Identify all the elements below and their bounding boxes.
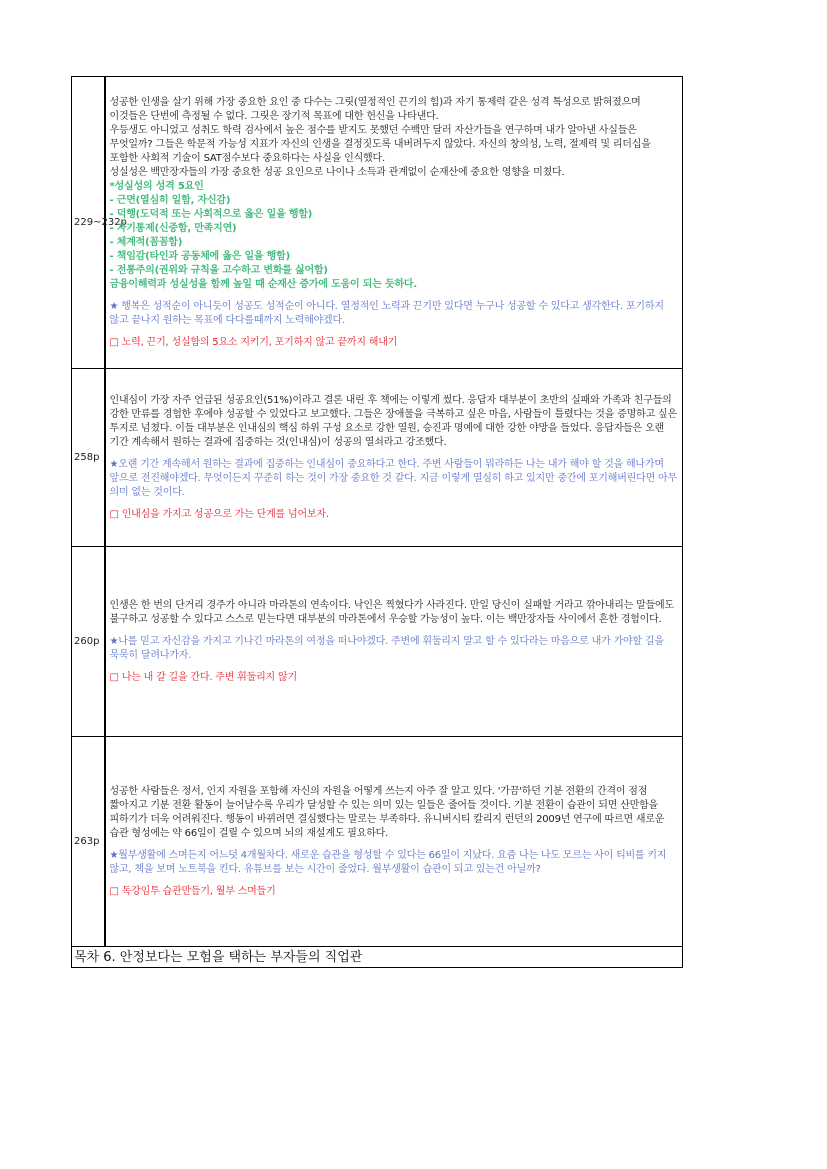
notes-sheet [71, 76, 682, 968]
summary-text: 성공한 사람들은 정서, 인지 자원을 포함해 자신의 자원을 어떻게 쓰는지 아주 잘 알고 있다. '가끔'하던 기분 전환의 간격이 점점 짧아지고 기분 전환 활동이 늘어날수록 우리가 달성할 수 있는 의미 있는 일들은 줄어들 것이다. 기분 전환이 습관이 되면 산만함을 피하기가 더욱 어려워진다. 행동이 바뀌려면 결심했다는 말로는 부족하다. 유니버시티 칼리지 런던의 2009년 연구에 따르면 새로운 습관 형성에는 약 66일이 걸릴 수 있으며 뇌의 재설계도 필요하다. [109, 785, 665, 839]
row-body [105, 547, 683, 737]
page-ref: 260p [72, 547, 105, 737]
summary-text: 우등생도 아니었고 성취도 학력 검사에서 높은 점수를 받지도 못했던 수백만 달러 자산가들을 연구하며 내가 알아낸 사실들은 무엇일까? 그들은 학문적 가능성 지표가 자신의 인생을 결정짓도록 내버려두지 않았다. 자신의 창의성, 노력, 절제력 및 리더십을 포함한 사회적 기술이 SAT점수보다 중요하다는 사실을 인식했다. [109, 124, 651, 164]
action-item: □ 인내심을 가지고 성공으로 가는 단계를 넘어보자. [109, 508, 329, 520]
reflection-note: ★오랜 기간 계속해서 원하는 결과에 집중하는 인내심이 중요하다고 한다. 주변 사람들이 뭐라하든 나는 내가 해야 할 것을 해나가며 앞으로 전진해야겠다. 무엇이든지 꾸준히 하는 것이 가장 중요한 것 같다. 지금 이렇게 열심히 하고 있지만 중간에 포기해버린다면 아무 의미 없는 것이다. [109, 458, 677, 498]
highlight-conclusion: 금융이해력과 성실성을 함께 높일 때 순재산 증가에 도움이 되는 듯하다. [109, 278, 417, 290]
highlight-item: - 덕행(도덕적 또는 사회적으로 옳은 일을 행함) [109, 208, 313, 220]
reflection-note: ★월부생활에 스며든지 어느덧 4개월차다. 새로운 습관을 형성할 수 있다는 66일이 지났다. 요즘 나는 나도 모르는 사이 티비를 키지 않고, 책을 보며 노트북을 킨다. 유튜브를 보는 시간이 줄었다. 월부생활이 습관이 되고 있는건 아닐까? [109, 849, 667, 875]
page-ref: 263p [72, 737, 105, 947]
highlight-item: - 자기통제(신중함, 만족지연) [109, 222, 237, 234]
highlight-item: - 근면(열심히 일함, 자신감) [109, 194, 231, 206]
action-item: □ 노력, 끈기, 성실함의 5요소 지키기, 포기하지 않고 끝까지 해내기 [109, 336, 398, 348]
table-row [72, 547, 683, 737]
highlight-heading: *성실성의 성격 5요인 [109, 180, 204, 192]
highlight-item: - 책임감(타인과 공동체에 옳은 일을 행함) [109, 250, 290, 262]
table-row [72, 947, 683, 968]
summary-text: 인내심이 가장 자주 언급된 성공요인(51%)이라고 결론 내린 후 책에는 이렇게 썼다. 응답자 대부분이 초반의 실패와 가족과 친구들의 강한 만류를 경험한 후에야 성공할 수 있었다고 보고했다. 그들은 장애물을 극복하고 싶은 마음, 사람들이 틀렸다는 것을 증명하고 싶은 투지로 넘쳤다. 이들 대부분은 인내심의 핵심 하위 구성 요소로 강한 열원, 승진과 명예에 대한 강한 야망을 들었다. 응답자들은 오랜 기간 계속해서 원하는 결과에 집중하는 것(인내심)이 성공의 열쇠라고 강조했다. [109, 394, 677, 448]
table-row [72, 369, 683, 547]
highlight-item: - 체계적(꼼꼼함) [109, 236, 183, 248]
reflection-note: ★나를 믿고 자신감을 가지고 기나긴 마라톤의 여정을 떠나야겠다. 주변에 휘둘리지 말고 할 수 있다라는 마음으로 내가 가야할 길을 묵묵히 달려나가자. [109, 635, 664, 661]
page-ref: 229~232p [72, 77, 105, 369]
notes-table [71, 76, 683, 968]
table-row [72, 77, 683, 369]
section-title: 목차 6. 안정보다는 모험을 택하는 부자들의 직업관 [72, 947, 683, 968]
row-body [105, 369, 683, 547]
summary-text: 성실성은 백만장자들의 가장 중요한 성공 요인으로 나이나 소득과 관계없이 순재산에 중요한 영향을 미쳤다. [109, 166, 565, 178]
action-item: □ 독강임투 습관만들기, 월부 스며들기 [109, 885, 276, 897]
page-ref: 258p [72, 369, 105, 547]
summary-text: 인생은 한 번의 단거리 경주가 아니라 마라톤의 연속이다. 낙인은 찍혔다가 사라진다. 만일 당신이 실패할 거라고 깎아내리는 말들에도 불구하고 성공할 수 있다고 스스로 믿는다면 대부분의 마라톤에서 우승할 가능성이 높다. 이는 백만장자들 사이에서 흔한 경험이다. [109, 599, 674, 625]
summary-text: 성공한 인생을 살기 위해 가장 중요한 요인 중 다수는 그릿(열정적인 끈기의 힘)과 자기 통제력 같은 성격 특성으로 밝혀졌으며 이것들은 단번에 측정될 수 없다. 그릿은 장기적 목표에 대한 헌신을 나타낸다. [109, 96, 641, 122]
highlight-item: - 전통주의(권위와 규칙을 고수하고 변화를 싫어함) [109, 264, 328, 276]
reflection-note: ★ 행복은 성적순이 아니듯이 성공도 성적순이 아니다. 열정적인 노력과 끈기만 있다면 누구나 성공할 수 있다고 생각한다. 포기하지 않고 끝나지 원하는 목표에 다다를때까지 노력해야겠다. [109, 300, 664, 326]
row-body [105, 77, 683, 369]
action-item: □ 나는 내 갈 길을 간다. 주변 휘둘리지 않기 [109, 671, 297, 683]
row-body [105, 737, 683, 947]
table-row [72, 737, 683, 947]
